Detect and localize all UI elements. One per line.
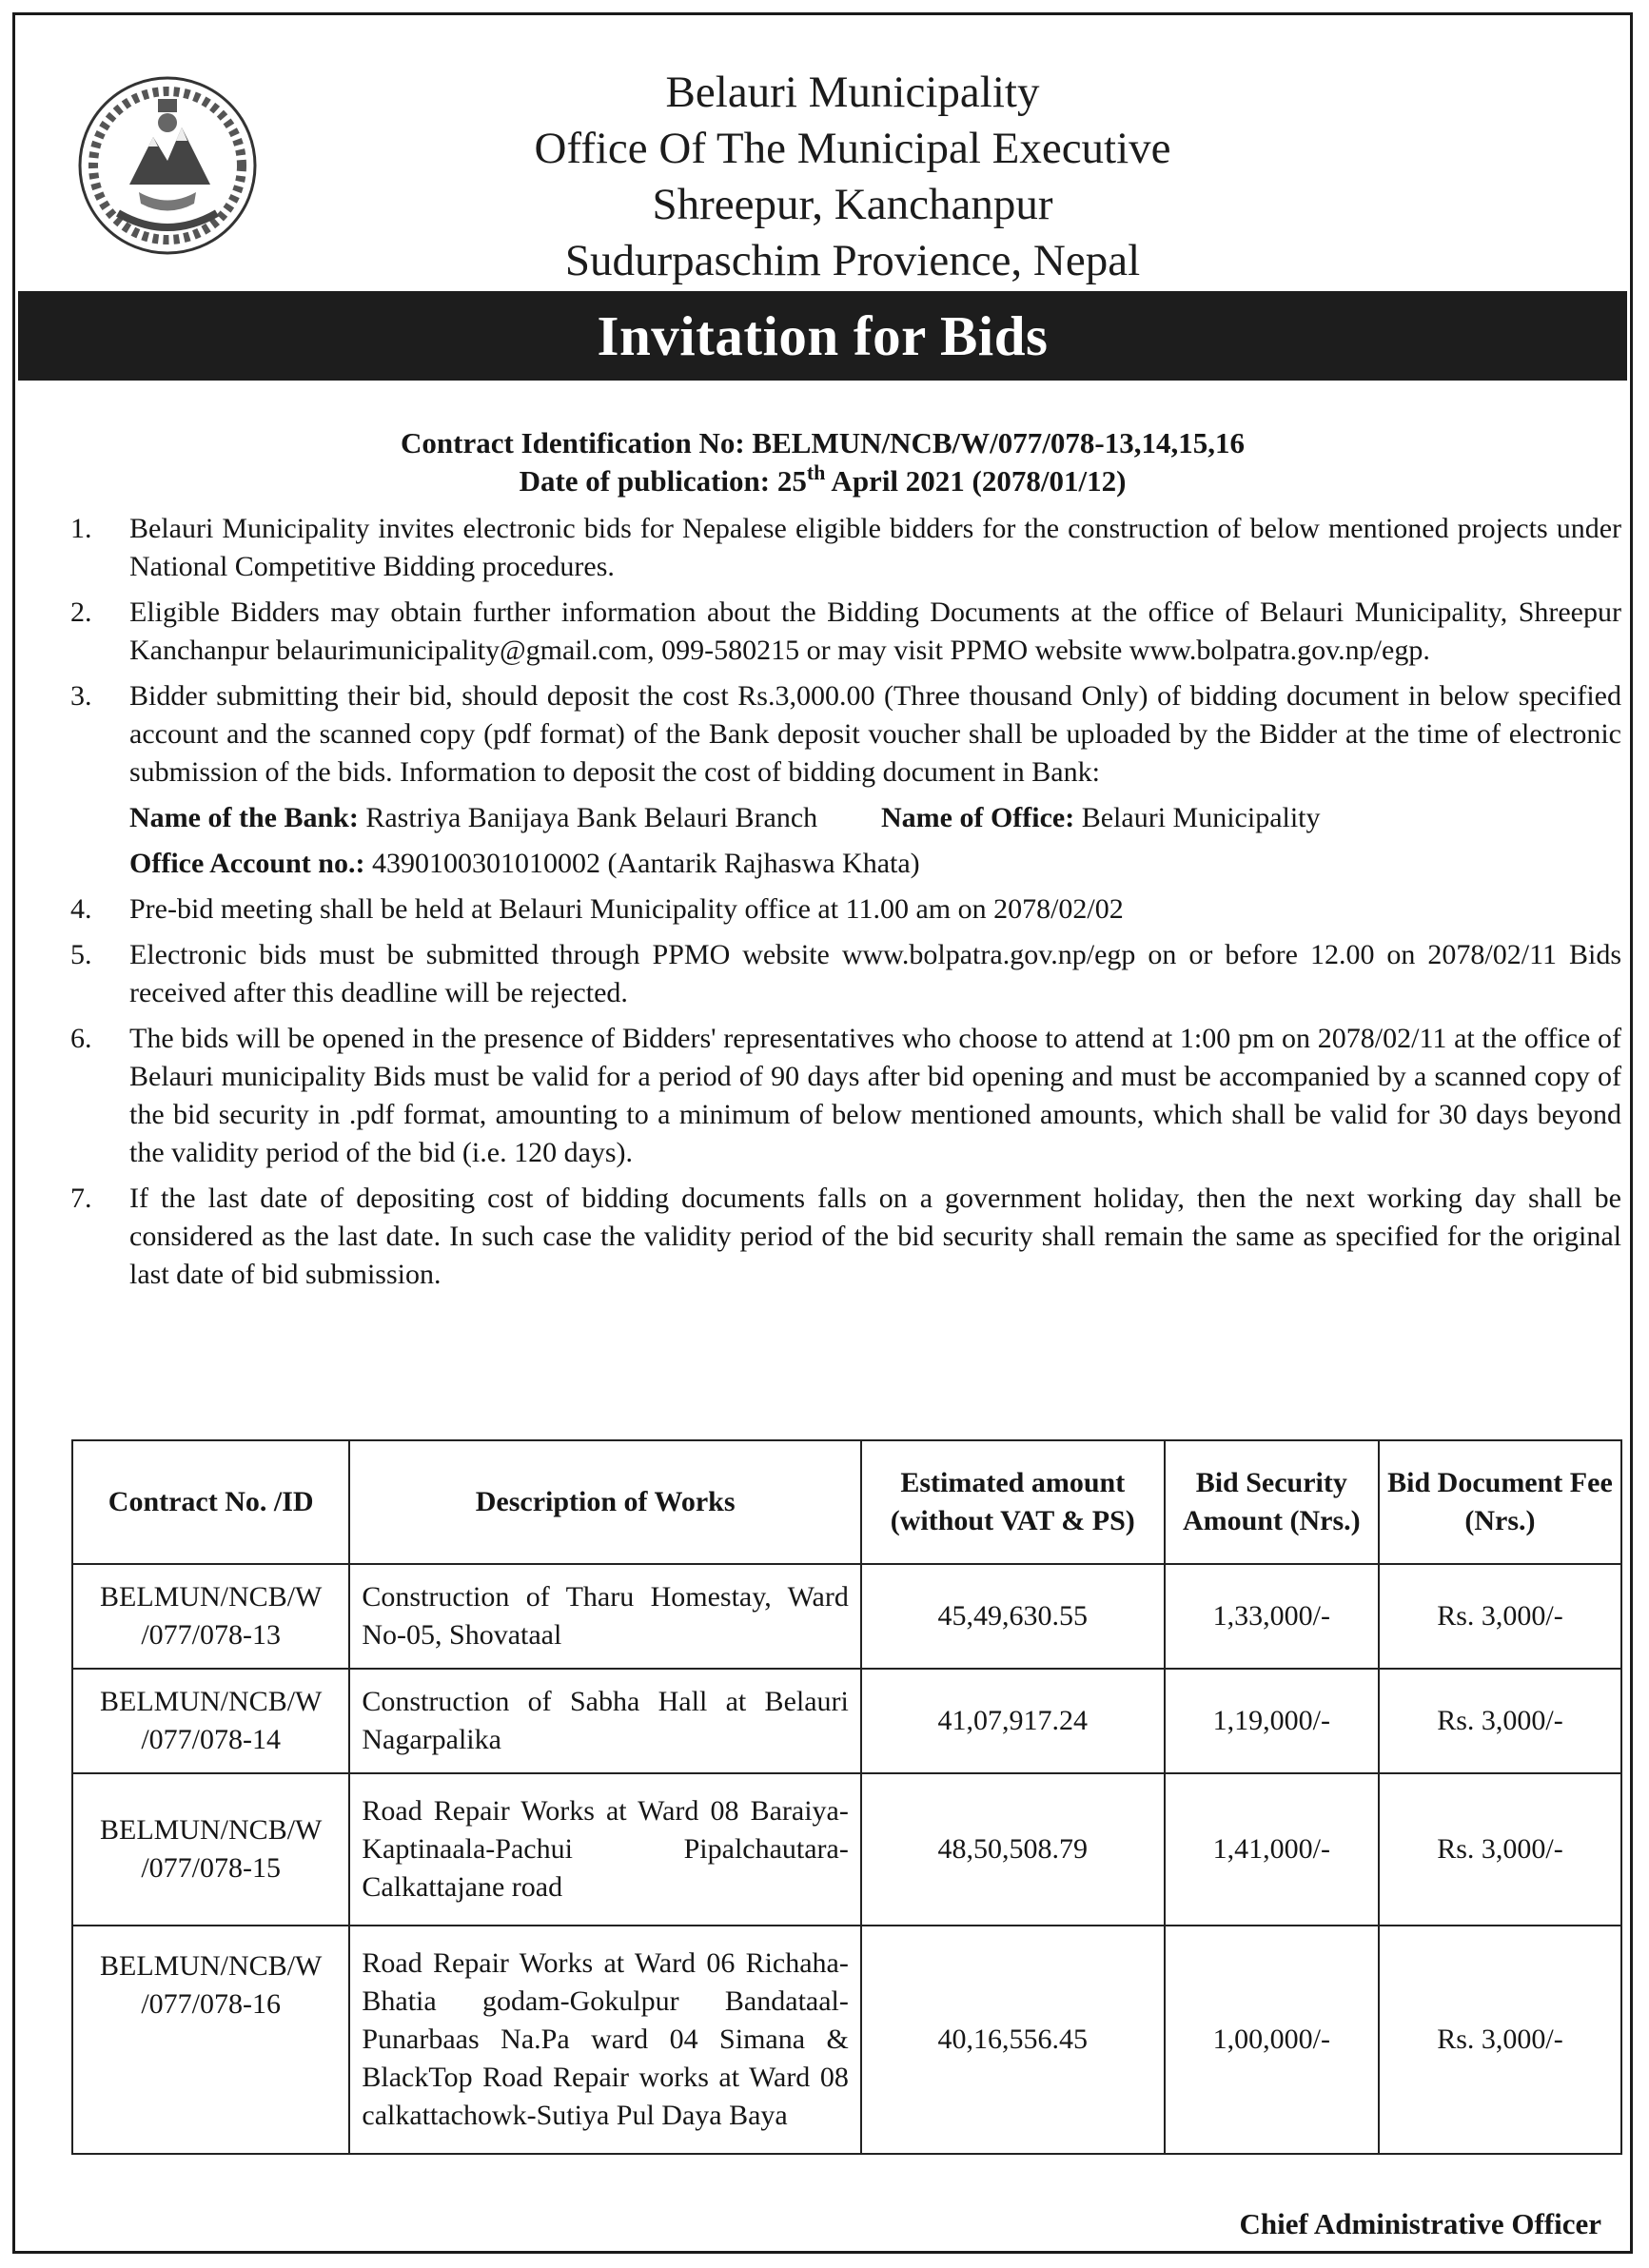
clause-item xyxy=(49,890,1621,929)
contract-id-cell: BELMUN/NCB/W /077/078-16 xyxy=(72,1926,349,2154)
security-cell: 1,33,000/- xyxy=(1165,1564,1379,1669)
notice-title: Invitation for Bids xyxy=(597,304,1049,367)
clause-item xyxy=(49,594,1621,670)
description-cell: Road Repair Works at Ward 06 Richaha-Bhatia godam-Gokulpur Bandataal-Punarbaas Na.Pa ward 04 Simana & BlackTop Road Repair works at Ward 08 calkattachowk-Sutiya Pul Daya Baya xyxy=(349,1926,860,2154)
projects-table xyxy=(71,1439,1622,2155)
estimate-cell: 45,49,630.55 xyxy=(861,1564,1165,1669)
clause-number: 7. xyxy=(70,1183,92,1214)
contract-id-cell: BELMUN/NCB/W /077/078-15 xyxy=(72,1773,349,1926)
clause-item xyxy=(49,510,1621,586)
account-value: 4390100301010002 (Aantarik Rajhaswa Khata) xyxy=(364,848,920,879)
fee-cell: Rs. 3,000/- xyxy=(1379,1564,1621,1669)
account-label: Office Account no.: xyxy=(129,848,365,879)
column-header-estimated-amount: Estimated amount (without VAT & PS) xyxy=(861,1440,1165,1564)
account-row xyxy=(129,845,1621,883)
fee-cell: Rs. 3,000/- xyxy=(1379,1926,1621,2154)
bank-details-row xyxy=(129,799,1621,837)
estimate-cell: 40,16,556.45 xyxy=(861,1926,1165,2154)
contract-identification: Contract Identification No: BELMUN/NCB/W/077/078-13,14,15,16 xyxy=(401,426,1245,459)
column-header-contract-id: Contract No. /ID xyxy=(72,1440,349,1564)
estimate-cell: 41,07,917.24 xyxy=(861,1669,1165,1773)
bank-name-label: Name of the Bank: xyxy=(129,802,359,833)
clause-number: 4. xyxy=(70,893,92,925)
contract-id-cell: BELMUN/NCB/W /077/078-14 xyxy=(72,1669,349,1773)
signatory: Chief Administrative Officer xyxy=(1239,2207,1601,2240)
clause-number: 1. xyxy=(70,513,92,544)
office-location: Shreepur, Kanchanpur xyxy=(652,180,1053,229)
column-header-document-fee: Bid Document Fee (Nrs.) xyxy=(1379,1440,1621,1564)
office-header xyxy=(396,65,1309,289)
table-row xyxy=(72,1773,1621,1926)
office-province: Sudurpaschim Provience, Nepal xyxy=(564,236,1141,285)
notice-title-banner xyxy=(18,291,1627,381)
clause-item xyxy=(49,677,1621,883)
description-cell: Road Repair Works at Ward 08 Baraiya-Kaptinaala-Pachui Pipalchautara-Calkattajane road xyxy=(349,1773,860,1926)
clause-item xyxy=(49,1180,1621,1294)
clause-text: Belauri Municipality invites electronic bids for Nepalese eligible bidders for the construction of below mentioned projects under National Competitive Bidding procedures. xyxy=(129,513,1621,582)
clause-text: If the last date of depositing cost of bidding documents falls on a government holiday, then the next working day shall be considered as the last date. In such case the validity period of the bid security shall remain the same as specified for the original last date of bid submission. xyxy=(129,1183,1621,1290)
fee-cell: Rs. 3,000/- xyxy=(1379,1669,1621,1773)
security-cell: 1,00,000/- xyxy=(1165,1926,1379,2154)
table-row xyxy=(72,1564,1621,1669)
estimate-cell: 48,50,508.79 xyxy=(861,1773,1165,1926)
security-cell: 1,41,000/- xyxy=(1165,1773,1379,1926)
clause-text: The bids will be opened in the presence of Bidders' representatives who choose to attend at 1:00 pm on 2078/02/11 at the office of Belauri municipality Bids must be valid for a period of 90 days after bid opening and must be accompanied by a scanned copy of the bid security in .pdf format, amounting to a minimum of below mentioned amounts, which shall be valid for 30 days beyond the validity period of the bid (i.e. 120 days). xyxy=(129,1023,1621,1168)
clause-item xyxy=(49,1020,1621,1172)
clause-text: Pre-bid meeting shall be held at Belauri Municipality office at 11.00 am on 2078/02/02 xyxy=(129,893,1124,925)
municipality-name: Belauri Municipality xyxy=(665,68,1040,117)
table-header-row xyxy=(72,1440,1621,1564)
clause-list xyxy=(49,510,1621,1294)
office-name-value: Belauri Municipality xyxy=(1074,802,1321,833)
clause-number: 3. xyxy=(70,680,92,712)
column-header-description: Description of Works xyxy=(349,1440,860,1564)
security-cell: 1,19,000/- xyxy=(1165,1669,1379,1773)
bank-name-value: Rastriya Banijaya Bank Belauri Branch xyxy=(358,802,818,833)
clause-item xyxy=(49,936,1621,1012)
clause-number: 5. xyxy=(70,939,92,970)
clause-number: 2. xyxy=(70,596,92,628)
nepal-emblem-icon xyxy=(72,70,263,261)
office-name-label: Name of Office: xyxy=(881,802,1075,833)
notice-frame xyxy=(12,12,1633,2254)
clause-text: Bidder submitting their bid, should deposit the cost Rs.3,000.00 (Three thousand Only) of bidding document in below specified account and the scanned copy (pdf format) of the Bank deposit voucher shall be uploaded by the Bidder at the time of electronic submission of the bids. Information to deposit the cost of bidding document in Bank: xyxy=(129,680,1621,788)
contract-id-cell: BELMUN/NCB/W /077/078-13 xyxy=(72,1564,349,1669)
clause-number: 6. xyxy=(70,1023,92,1054)
clause-text: Eligible Bidders may obtain further information about the Bidding Documents at the office of Belauri Municipality, Shreepur Kanchanpur belaurimunicipality@gmail.com, 099-580215 or may visit PPMO website www.bolpatra.gov.np/egp. xyxy=(129,596,1621,666)
column-header-bid-security: Bid Security Amount (Nrs.) xyxy=(1165,1440,1379,1564)
description-cell: Construction of Sabha Hall at Belauri Nagarpalika xyxy=(349,1669,860,1773)
fee-cell: Rs. 3,000/- xyxy=(1379,1773,1621,1926)
description-cell: Construction of Tharu Homestay, Ward No-05, Shovataal xyxy=(349,1564,860,1669)
table-row xyxy=(72,1926,1621,2154)
publication-date: Date of publication: 25th April 2021 (2078/01/12) xyxy=(519,460,1127,498)
office-name: Office Of The Municipal Executive xyxy=(534,124,1171,173)
clause-text: Electronic bids must be submitted through PPMO website www.bolpatra.gov.np/egp on or before 12.00 on 2078/02/11 Bids received after this deadline will be rejected. xyxy=(129,939,1621,1008)
table-row xyxy=(72,1669,1621,1773)
